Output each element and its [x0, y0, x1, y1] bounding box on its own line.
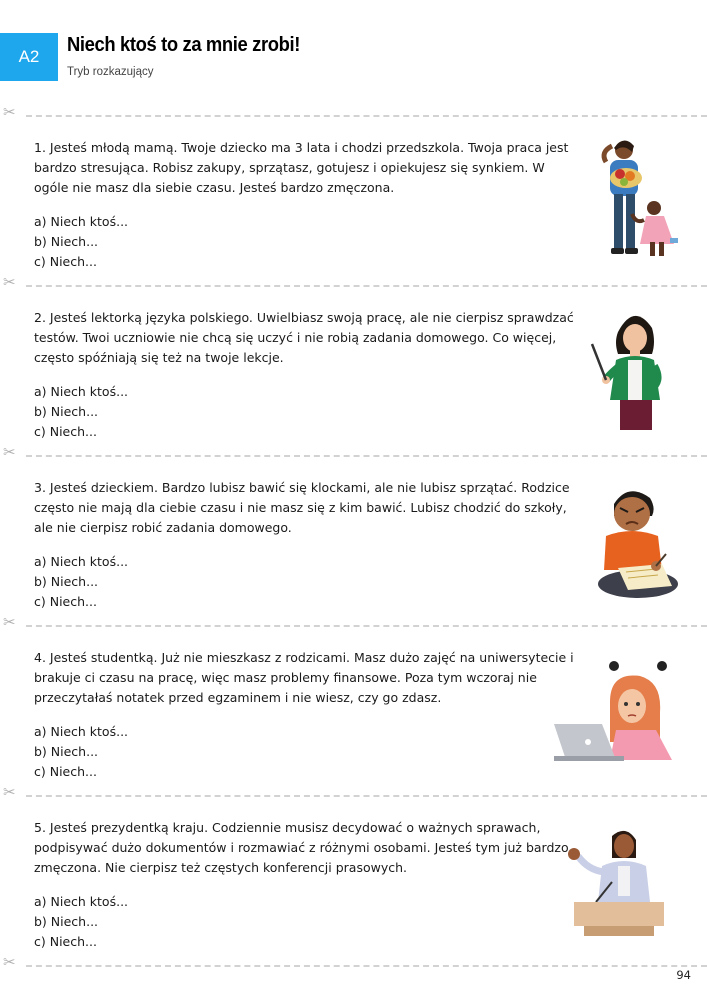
- answer-a: a) Niech ktoś...: [34, 384, 129, 399]
- cut-line: [0, 783, 707, 803]
- cut-line: [0, 443, 707, 463]
- cut-line: [0, 103, 707, 123]
- scissors-icon: ✂: [3, 273, 16, 291]
- task-card: [34, 308, 579, 442]
- answer-a: a) Niech ktoś...: [34, 724, 129, 739]
- page-subtitle: Tryb rozkazujący: [67, 66, 154, 78]
- task-card: [34, 648, 579, 782]
- scissors-icon: ✂: [3, 103, 16, 121]
- answer-list: [34, 892, 579, 952]
- cut-line: [0, 273, 707, 293]
- task-text: 1. Jesteś młodą mamą. Twoje dziecko ma 3 lata i chodzi przedszkola. Twoja praca jest bardzo stresująca. Robisz zakupy, sprzątasz, gotujesz i opiekujesz się synkiem. W ogóle nie masz dla siebie czasu. Jesteś bardzo zmęczona.: [34, 140, 569, 195]
- teacher-with-pointer-icon: [590, 310, 678, 432]
- answer-list: [34, 212, 579, 272]
- answer-list: [34, 722, 579, 782]
- answer-b: b) Niech...: [34, 914, 99, 929]
- stressed-student-with-laptop-icon: [552, 658, 674, 762]
- scissors-icon: ✂: [3, 953, 16, 971]
- answer-c: c) Niech...: [34, 934, 97, 949]
- angry-boy-doing-homework-icon: [596, 484, 682, 602]
- page-title: Niech ktoś to za mnie zrobi!: [67, 34, 301, 56]
- task-text: 2. Jesteś lektorką języka polskiego. Uwielbiasz swoją pracę, ale nie cierpisz sprawdzać testów. Twoi uczniowie nie chcą się uczyć i nie robią zadania domowego. Co więcej, często spóźniają się też na twoje lekcje.: [34, 310, 574, 365]
- answer-c: c) Niech...: [34, 594, 97, 609]
- answer-list: [34, 382, 579, 442]
- scissors-icon: ✂: [3, 613, 16, 631]
- answer-b: b) Niech...: [34, 574, 99, 589]
- task-card: [34, 138, 579, 272]
- task-text: 3. Jesteś dzieckiem. Bardzo lubisz bawić się klockami, ale nie lubisz sprzątać. Rodzice często nie mają dla ciebie czasu i nie masz się z kim bawić. Lubisz chodzić do szkoły, ale nie cierpisz robić zadania domowego.: [34, 480, 570, 535]
- task-card: [34, 478, 579, 612]
- answer-c: c) Niech...: [34, 254, 97, 269]
- answer-b: b) Niech...: [34, 234, 99, 249]
- task-text: 5. Jesteś prezydentką kraju. Codziennie musisz decydować o ważnych sprawach, podpisywać dużo dokumentów i rozmawiać z różnymi osobami. Jesteś tym już bardzo zmęczona. Nie cierpisz też częstych konferencji prasowych.: [34, 820, 569, 875]
- scissors-icon: ✂: [3, 443, 16, 461]
- scissors-icon: ✂: [3, 783, 16, 801]
- answer-a: a) Niech ktoś...: [34, 894, 129, 909]
- task-text: 4. Jesteś studentką. Już nie mieszkasz z rodzicami. Masz dużo zajęć na uniwersytecie i brakuje ci czasu na pracę, więc masz problemy finansowe. Poza tym wczoraj nie przeczytałaś notatek przed egzaminem i nie wiesz, czy go zdasz.: [34, 650, 574, 705]
- answer-c: c) Niech...: [34, 764, 97, 779]
- president-at-podium-icon: [562, 826, 666, 938]
- cut-line: [0, 613, 707, 633]
- answer-a: a) Niech ktoś...: [34, 554, 129, 569]
- task-card: [34, 818, 579, 952]
- answer-b: b) Niech...: [34, 744, 99, 759]
- answer-list: [34, 552, 579, 612]
- page-number: 94: [676, 968, 691, 982]
- level-badge: A2: [0, 33, 58, 81]
- answer-c: c) Niech...: [34, 424, 97, 439]
- answer-a: a) Niech ktoś...: [34, 214, 129, 229]
- answer-b: b) Niech...: [34, 404, 99, 419]
- tired-mother-with-child-icon: [596, 138, 684, 262]
- cut-line: [0, 953, 707, 973]
